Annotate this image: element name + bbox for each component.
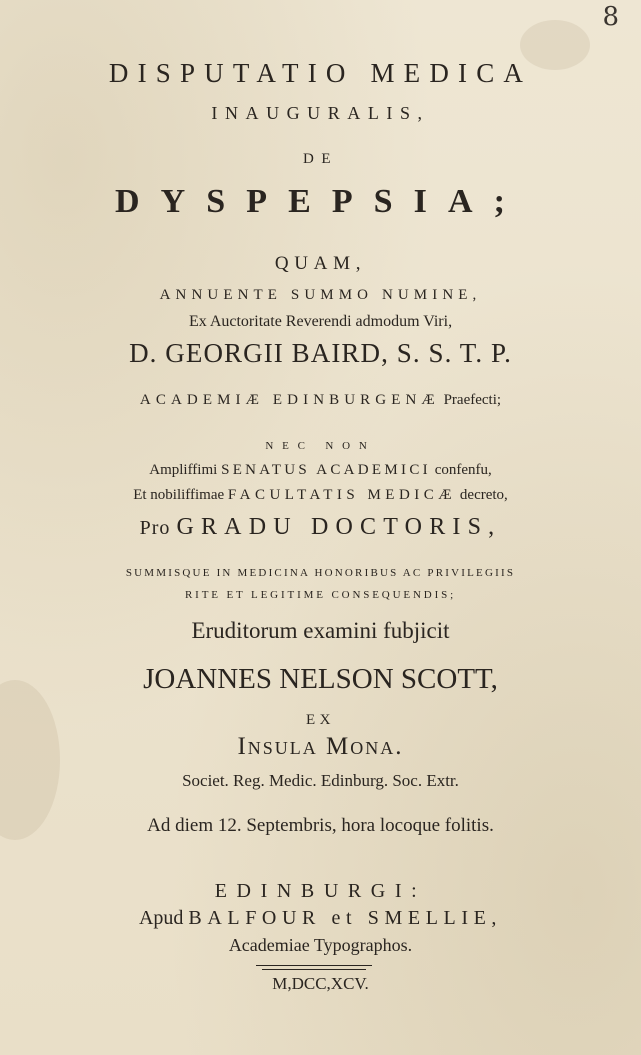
eruditorum-line: Eruditorum examini fubjicit	[191, 618, 450, 643]
corner-mark: 8	[602, 2, 619, 32]
societ-line: Societ. Reg. Medic. Edinburg. Soc. Extr.	[182, 771, 459, 790]
gradu-line	[0, 514, 641, 541]
ad-diem-line: Ad diem 12. Septembris, hora locoque folitis.	[147, 815, 494, 836]
insula-line: Insula Mona.	[237, 733, 404, 760]
decreto-word: decreto,	[459, 487, 508, 503]
summisque-line: SUMMISQUE IN MEDICINA HONORIBUS AC PRIVILEGIIS	[125, 567, 516, 579]
academiae-line	[0, 392, 641, 409]
nec-non-line: NEC NON	[265, 440, 376, 452]
ex-line: EX	[306, 712, 335, 728]
imprint-rule	[256, 965, 372, 966]
printers-caps: BALFOUR et SMELLIE,	[188, 907, 503, 929]
auctoritate-line: Ex Auctoritate Reverendi admodum Viri,	[188, 313, 453, 330]
imprint-city: EDINBURGI:	[214, 880, 427, 902]
baird-line: D. GEORGII BAIRD, S. S. T. P.	[129, 338, 512, 368]
subject-title: DYSPEPSIA;	[114, 183, 527, 220]
academiae-caps: ACADEMIÆ EDINBURGENÆ	[139, 392, 440, 408]
annuente-line: ANNUENTE SUMMO NUMINE,	[159, 287, 482, 303]
gradu-caps: GRADU DOCTORIS,	[176, 514, 502, 540]
author-name: JOANNES NELSON SCOTT,	[143, 663, 498, 695]
imprint-printers-line	[0, 907, 641, 930]
imprint-rule	[262, 969, 366, 970]
title-line-3: DE	[303, 151, 338, 167]
title-line-2: INAUGURALIS,	[211, 103, 430, 123]
facultatis-line	[0, 487, 641, 504]
praefecti-word: Praefecti;	[443, 392, 502, 408]
rite-line: RITE ET LEGITIME CONSEQUENDIS;	[184, 589, 457, 601]
imprint-typographos: Academiae Typographos.	[228, 935, 413, 955]
nobilissimae-word: Et nobiliffimae	[133, 487, 225, 503]
facultatis-caps: FACULTATIS MEDICÆ	[227, 487, 457, 503]
senatus-line	[0, 462, 641, 479]
imprint-year: M,DCC,XCV.	[272, 974, 369, 993]
pro-word: Pro	[139, 517, 171, 539]
title-line-1: DISPUTATIO MEDICA	[108, 58, 533, 88]
consensu-word: confenfu,	[434, 462, 492, 478]
senatus-caps: SENATUS ACADEMICI	[221, 462, 431, 478]
apud-word: Apud	[138, 907, 184, 929]
amplissimi-word: Ampliffimi	[149, 462, 218, 478]
quam-line: QUAM,	[274, 253, 367, 274]
